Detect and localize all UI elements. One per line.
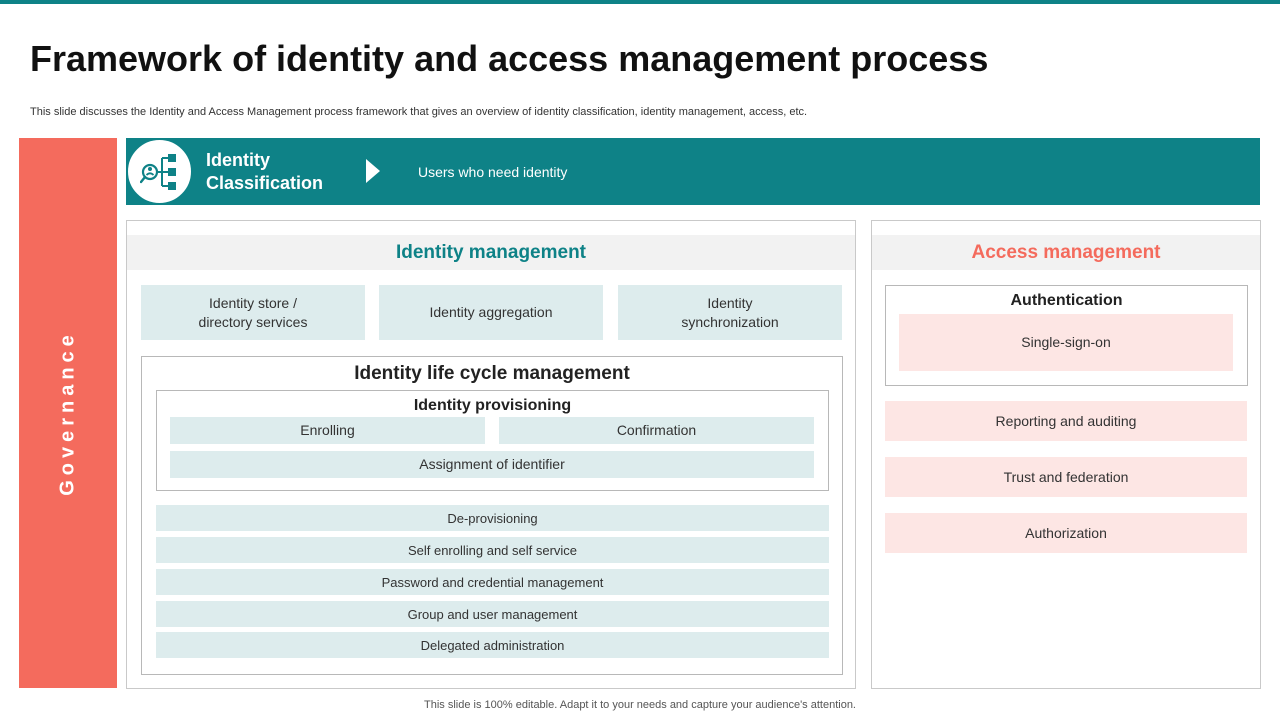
assignment-of-identifier-box: Assignment of identifier: [170, 451, 814, 478]
lifecycle-item: De-provisioning: [156, 505, 829, 531]
hierarchy-search-icon: [140, 152, 180, 192]
chevron-right-icon: [366, 159, 380, 183]
identity-lifecycle-heading: Identity life cycle management: [354, 363, 630, 384]
top-accent-bar: [0, 0, 1280, 4]
authentication-frame: [885, 285, 1248, 386]
governance-label: Governance: [56, 330, 79, 496]
identity-classification-description: Users who need identity: [418, 164, 568, 180]
identity-aggregation-box: Identity aggregation: [379, 285, 603, 340]
identity-synchronization-box: Identity synchronization: [618, 285, 842, 340]
identity-provisioning-heading: Identity provisioning: [413, 397, 572, 414]
lifecycle-item: Password and credential management: [156, 569, 829, 595]
authentication-heading: Authentication: [1010, 292, 1123, 309]
single-sign-on-box: Single-sign-on: [899, 314, 1233, 371]
authorization-box: Authorization: [885, 513, 1247, 553]
footer-note: This slide is 100% editable. Adapt it to your needs and capture your audience's attention.: [424, 699, 856, 711]
reporting-and-auditing-box: Reporting and auditing: [885, 401, 1247, 441]
page-subtitle: This slide discusses the Identity and Access Management process framework that gives an overview of identity classification, identity management, access, etc.: [30, 106, 808, 118]
identity-management-heading: Identity management: [127, 235, 855, 270]
access-management-heading: Access management: [872, 235, 1260, 270]
lifecycle-item: Group and user management: [156, 601, 829, 627]
identity-provisioning-frame: [156, 390, 829, 491]
trust-and-federation-box: Trust and federation: [885, 457, 1247, 497]
page-title: Framework of identity and access management process: [30, 38, 989, 79]
lifecycle-item: Delegated administration: [156, 632, 829, 658]
identity-classification-icon-circle: [126, 138, 193, 205]
access-management-panel: [871, 220, 1261, 689]
identity-lifecycle-frame: [141, 356, 843, 675]
identity-store-box: Identity store / directory services: [141, 285, 365, 340]
enrolling-box: Enrolling: [170, 417, 485, 444]
governance-bar: [19, 138, 117, 688]
identity-classification-title: Identity Classification: [206, 150, 324, 193]
identity-management-panel: [126, 220, 856, 689]
confirmation-box: Confirmation: [499, 417, 814, 444]
lifecycle-item: Self enrolling and self service: [156, 537, 829, 563]
identity-classification-banner: [126, 138, 1260, 205]
